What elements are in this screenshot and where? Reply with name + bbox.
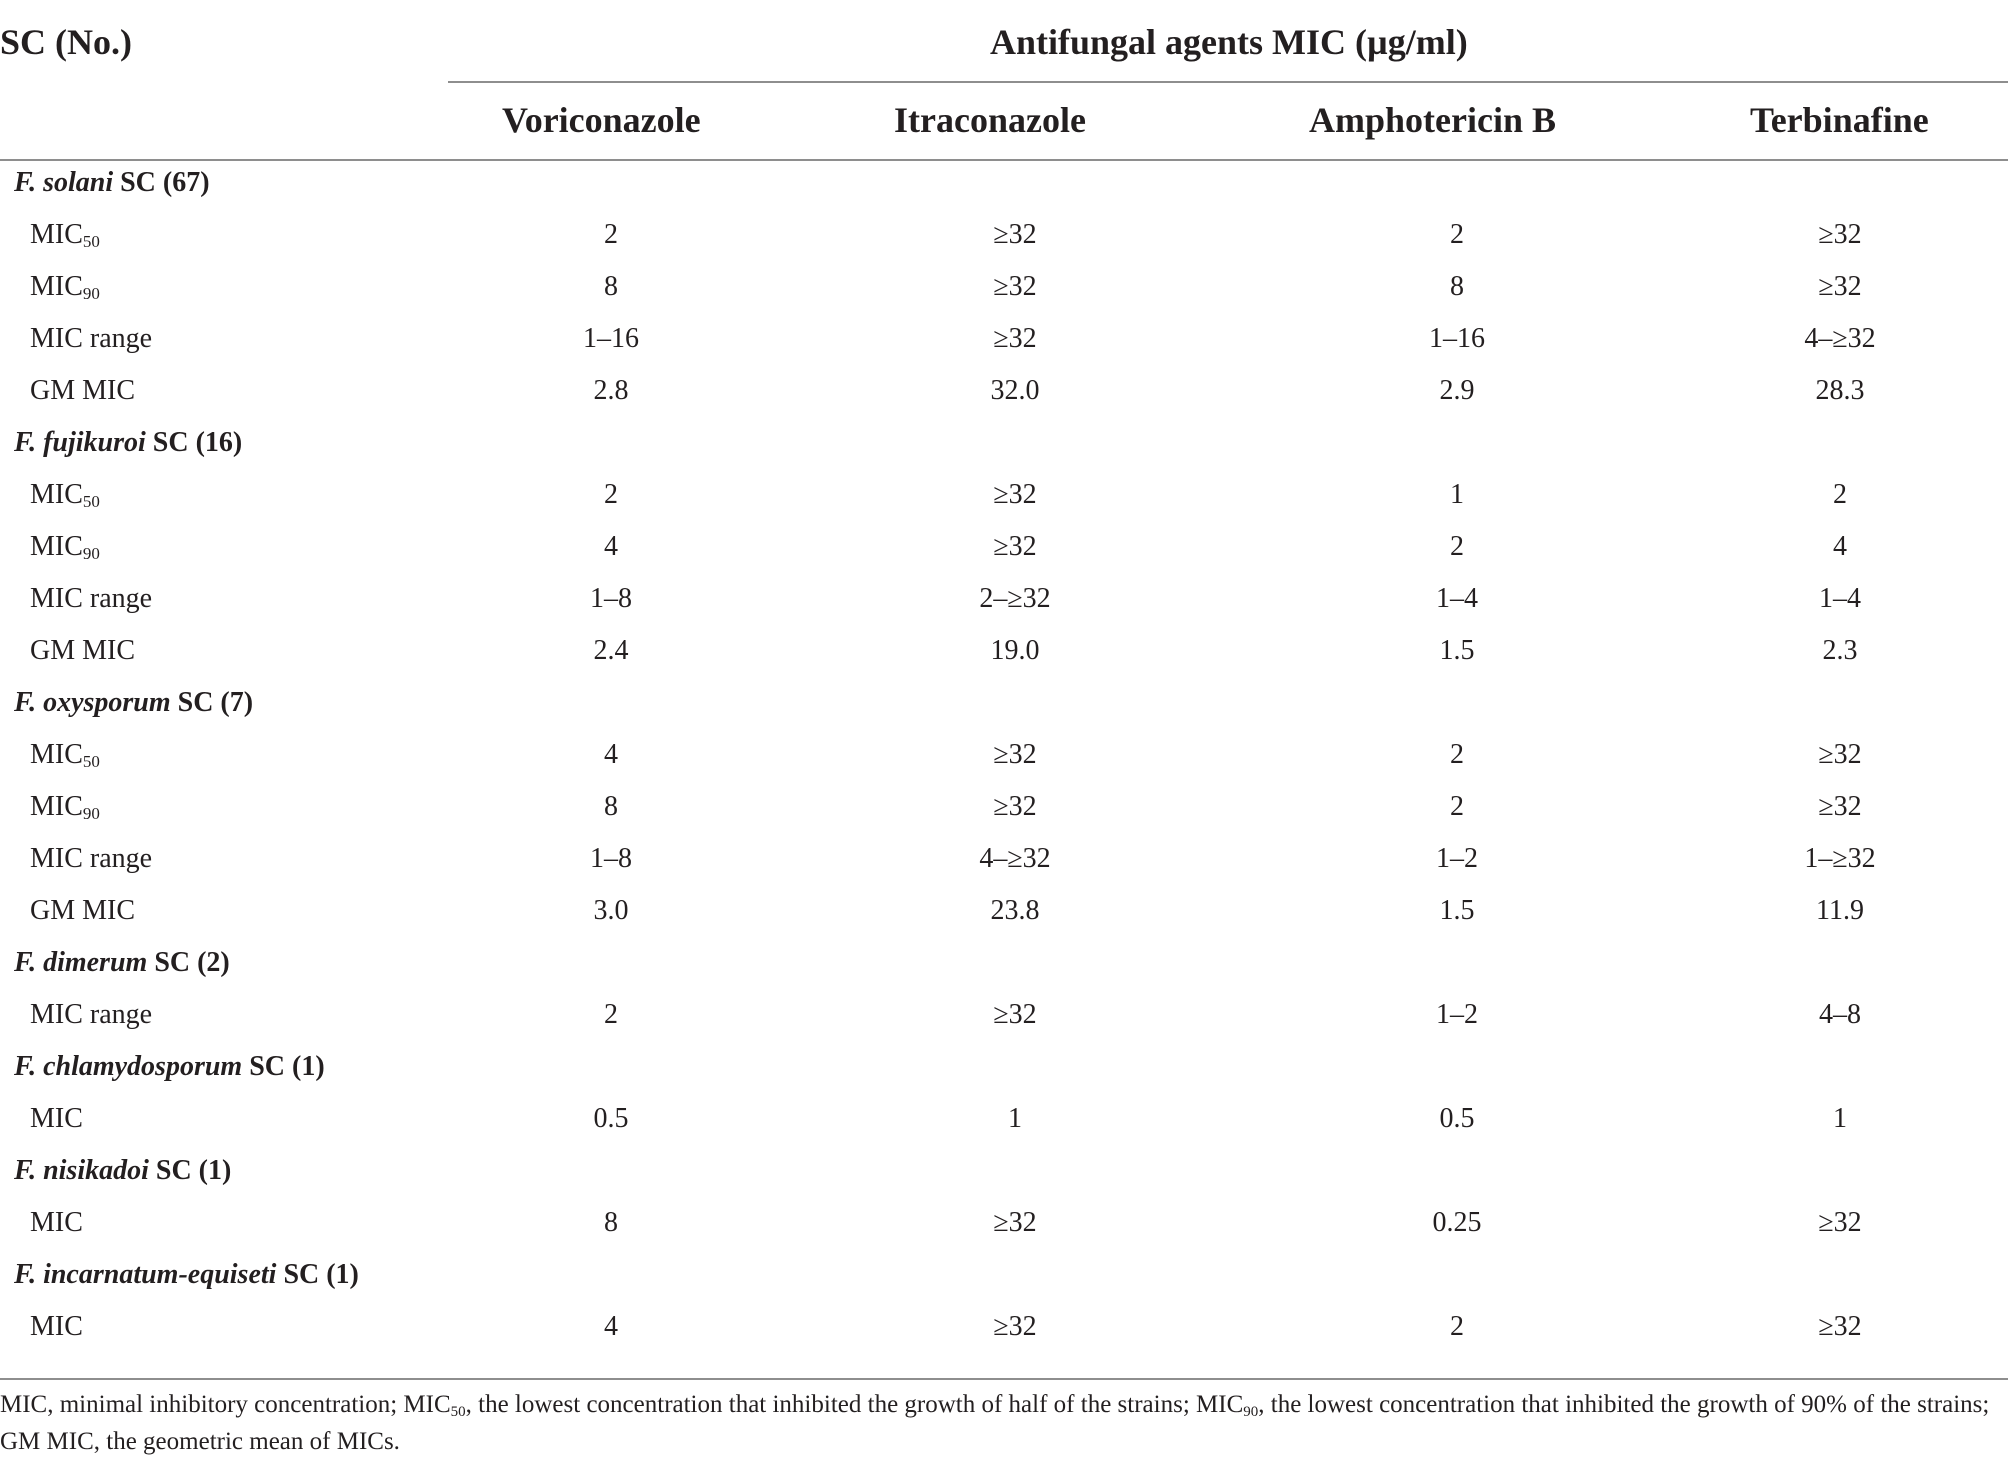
table-cell: ≥32 <box>1818 1311 1862 1342</box>
table-cell: 19.0 <box>990 635 1040 666</box>
table-cell: 0.25 <box>1432 1207 1482 1238</box>
table-cell: 2.9 <box>1439 375 1475 406</box>
group-species: F. chlamydosporum <box>14 1051 243 1082</box>
group-suffix: SC (67) <box>120 167 210 198</box>
group-header <box>14 946 230 980</box>
table-cell: ≥32 <box>1818 271 1862 302</box>
table-cell: ≥32 <box>1818 739 1862 770</box>
group-species: F. dimerum <box>14 947 148 978</box>
table-cell: 2.3 <box>1822 635 1858 666</box>
group-species: F. solani <box>14 167 114 198</box>
header-first-col: SC (No.) <box>0 22 132 62</box>
row-label: MIC <box>30 1311 83 1342</box>
table-cell: 8 <box>604 271 618 302</box>
group-species: F. incarnatum-equiseti <box>14 1259 277 1290</box>
row-label: GM MIC <box>30 375 136 406</box>
table-cell: 32.0 <box>990 375 1040 406</box>
table-cell: ≥32 <box>1818 1207 1862 1238</box>
row-label: MIC range <box>30 323 153 354</box>
column-header-terbinafine: Terbinafine <box>1750 100 1929 140</box>
table-cell: 4 <box>604 531 618 562</box>
row-label: $MIC_{50}$ <box>30 479 100 511</box>
group-header <box>14 1050 325 1084</box>
table-cell: 1–8 <box>590 843 632 874</box>
group-species: F. fujikuroi <box>14 427 146 458</box>
column-header-itraconazole: Itraconazole <box>894 100 1086 140</box>
row-label: GM MIC <box>30 635 136 666</box>
table-cell: 2.8 <box>593 375 629 406</box>
table-cell: 8 <box>604 791 618 822</box>
table-cell: ≥32 <box>993 999 1037 1030</box>
table-cell: ≥32 <box>993 323 1037 354</box>
table-cell: 4–8 <box>1819 999 1861 1030</box>
table-cell: ≥32 <box>993 531 1037 562</box>
table-cell: 2 <box>604 219 618 250</box>
table-cell: ≥32 <box>993 739 1037 770</box>
table-cell: 3.0 <box>593 895 629 926</box>
table-cell: 1 <box>1008 1103 1022 1134</box>
row-label: MIC <box>30 1103 83 1134</box>
group-suffix: SC (1) <box>283 1259 359 1290</box>
table-cell: 1–4 <box>1819 583 1861 614</box>
table-cell: 8 <box>1450 271 1464 302</box>
table-cell: 23.8 <box>990 895 1040 926</box>
table-cell: ≥32 <box>993 1207 1037 1238</box>
table-cell: 1–8 <box>590 583 632 614</box>
table-cell: 4 <box>604 1311 618 1342</box>
column-header-amphotericin-b: Amphotericin B <box>1309 100 1556 140</box>
table-cell: 4 <box>604 739 618 770</box>
group-species: F. nisikadoi <box>14 1155 149 1186</box>
table-cell: 2 <box>1833 479 1847 510</box>
table-cell: 1–2 <box>1436 999 1478 1030</box>
table-cell: 1–16 <box>583 323 639 354</box>
table-cell: 4 <box>1833 531 1847 562</box>
table-cell: ≥32 <box>993 791 1037 822</box>
row-label: MIC range <box>30 843 153 874</box>
row-label: MIC range <box>30 999 153 1030</box>
table-cell: 1.5 <box>1439 895 1475 926</box>
table-cell: 2–≥32 <box>979 583 1051 614</box>
table-cell: 1–16 <box>1429 323 1485 354</box>
row-label: $MIC_{90}$ <box>30 271 100 303</box>
group-suffix: SC (1) <box>249 1051 325 1082</box>
row-label: $MIC_{90}$ <box>30 531 100 563</box>
group-header <box>14 166 210 200</box>
group-suffix: SC (2) <box>154 947 230 978</box>
table-cell: 2 <box>604 479 618 510</box>
table-cell: 2 <box>1450 791 1464 822</box>
group-species: F. oxysporum <box>14 687 171 718</box>
row-label: $MIC_{50}$ <box>30 739 100 771</box>
row-label: GM MIC <box>30 895 136 926</box>
table-cell: ≥32 <box>993 1311 1037 1342</box>
table-footnote: MIC, minimal inhibitory concentration; $MIC_{50}$, the lowest concentration that inhibited the growth of half of the strains; $MIC_{90}$, the lowest concentration that inhibited the growth of 90% of the strains; GM MIC, the geometric mean of MICs. <box>0 1391 1990 1455</box>
table-cell: 2.4 <box>593 635 629 666</box>
row-label: MIC <box>30 1207 83 1238</box>
group-suffix: SC (7) <box>177 687 254 718</box>
row-label: MIC range <box>30 583 153 614</box>
table-cell: 1–4 <box>1436 583 1478 614</box>
table-cell: ≥32 <box>993 271 1037 302</box>
table-cell: 8 <box>604 1207 618 1238</box>
table-cell: 1 <box>1833 1103 1847 1134</box>
group-suffix: SC (16) <box>152 427 243 458</box>
column-header-voriconazole: Voriconazole <box>502 100 701 140</box>
table-cell: 1.5 <box>1439 635 1475 666</box>
table-cell: ≥32 <box>1818 219 1862 250</box>
table-cell: 0.5 <box>593 1103 629 1134</box>
group-header <box>14 686 253 720</box>
header-span-title: Antifungal agents MIC (µg/ml) <box>990 22 1468 62</box>
header-bottom-rule <box>0 159 2008 161</box>
table-cell: 2 <box>1450 739 1464 770</box>
table-cell: 1–2 <box>1436 843 1478 874</box>
table-cell: ≥32 <box>993 219 1037 250</box>
table-cell: 1 <box>1450 479 1464 510</box>
table-cell: ≥32 <box>993 479 1037 510</box>
group-suffix: SC (1) <box>155 1155 232 1186</box>
group-header <box>14 1154 231 1188</box>
table-cell: 4–≥32 <box>1804 323 1876 354</box>
table-cell: 11.9 <box>1816 895 1864 926</box>
table-cell: 28.3 <box>1815 375 1865 406</box>
table-cell: 1–≥32 <box>1804 843 1876 874</box>
table-cell: 2 <box>1450 1311 1464 1342</box>
header-span-rule <box>448 81 2008 83</box>
row-label: $MIC_{90}$ <box>30 791 100 823</box>
table-cell: ≥32 <box>1818 791 1862 822</box>
table-cell: 4–≥32 <box>979 843 1051 874</box>
table-cell: 2 <box>1450 531 1464 562</box>
group-header <box>14 426 242 460</box>
table-cell: 2 <box>604 999 618 1030</box>
table-cell: 2 <box>1450 219 1464 250</box>
table-cell: 0.5 <box>1439 1103 1475 1134</box>
table-bottom-rule <box>0 1378 2008 1380</box>
group-header <box>14 1258 359 1292</box>
row-label: $MIC_{50}$ <box>30 219 100 251</box>
